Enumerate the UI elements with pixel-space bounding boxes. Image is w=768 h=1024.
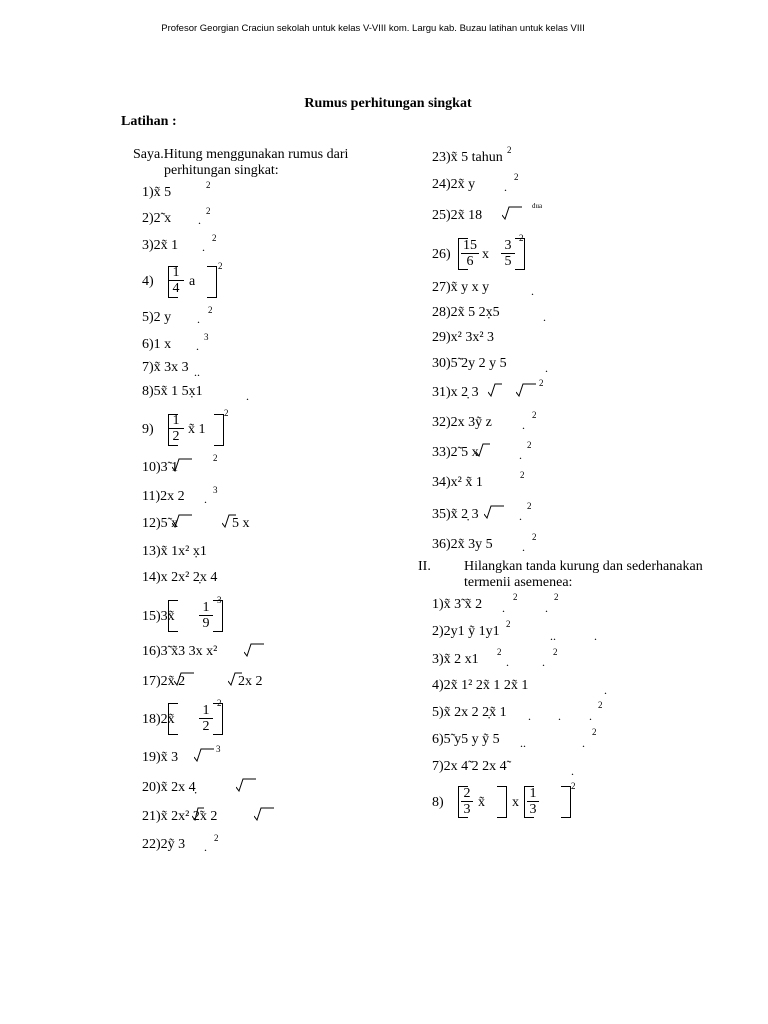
exponent: 2 <box>571 781 576 791</box>
exponent: 2 <box>224 408 229 418</box>
exercise-item: 29)x² 3x² 3 <box>432 330 495 345</box>
fraction-denominator: 3 <box>463 802 471 817</box>
fraction-numerator: 1 <box>527 786 539 802</box>
dot-mark: . <box>594 629 597 643</box>
exponent: 2 <box>208 305 213 315</box>
exponent: 2 <box>217 698 222 708</box>
section-2-heading <box>418 559 703 575</box>
exponent: 2 <box>527 440 532 450</box>
exercise-item: 6)1 x <box>142 337 172 352</box>
exercise-item: 27)x̃ y x y <box>432 280 490 295</box>
exercise-tail: 5 x <box>232 516 250 531</box>
fraction-denominator: 6 <box>466 254 474 269</box>
dot-mark: .. <box>194 365 200 379</box>
left-bracket <box>168 266 178 298</box>
exercise-item: 1)x̃ 5 <box>142 185 172 200</box>
fraction <box>461 786 473 817</box>
exercise-item: 1)x̃ 3̃ x̃ 2 <box>432 597 483 612</box>
sqrt-icon <box>244 643 264 657</box>
exercise-item: 36)2x̃ 3y 5 <box>432 537 493 552</box>
sqrt-icon <box>502 206 522 220</box>
dot-mark: . <box>528 709 531 723</box>
dot-mark: . <box>604 683 607 697</box>
exponent: 2 <box>539 378 544 388</box>
exercise-item: 3)x̃ 2 x1 <box>432 652 479 667</box>
exercise-item: 8)5x̃ 1 5x̣1 <box>142 384 203 399</box>
exponent: 2 <box>497 647 502 657</box>
sqrt-icon <box>516 383 536 397</box>
dot-mark: .. <box>520 736 526 750</box>
dot-mark: . <box>204 840 207 854</box>
right-bracket <box>561 786 571 818</box>
exercise-item: 14)x 2x² 2̣x 4 <box>142 570 218 585</box>
exercise-item: 17)2x̃ 2 <box>142 674 186 689</box>
exercise-item: 26) <box>432 247 451 262</box>
fraction-numerator: 1 <box>168 265 184 281</box>
exponent: 3 <box>213 485 218 495</box>
exercise-item: 15)3x̃ <box>142 609 175 624</box>
dot-mark: .. <box>550 629 556 643</box>
exercise-item: 2)2̃ x <box>142 211 172 226</box>
exercise-item: 12)5̃ x <box>142 516 179 531</box>
page-header: Profesor Georgian Craciun sekolah untuk kelas V-VIII kom. Largu kab. Buzau latihan untuk kelas VIII <box>161 23 585 34</box>
exercise-item: 13)x̃ 1x² x̣1 <box>142 544 207 559</box>
sqrt-icon <box>174 672 194 686</box>
exponent: 2 <box>206 180 211 190</box>
left-bracket <box>168 703 178 735</box>
note-label: dua <box>532 202 543 210</box>
fraction-numerator: 1 <box>199 703 213 719</box>
exercise-item: 7)x̃ 3x 3 <box>142 360 189 375</box>
dot-mark: . <box>589 709 592 723</box>
dot-mark: . <box>571 764 574 778</box>
exercise-item: 20)x̃ 2x 4̣ <box>142 780 196 795</box>
exercise-item: 5)x̃ 2x 2 2̣x̃ 1 <box>432 705 507 720</box>
fraction-denominator: 9 <box>202 616 210 631</box>
intro-line-2: perhitungan singkat: <box>164 163 279 178</box>
dot-mark: . <box>522 418 525 432</box>
exponent: 2 <box>532 532 537 542</box>
exercise-item: 4) <box>142 274 154 289</box>
exponent: 2 <box>213 453 218 463</box>
exponent: 2 <box>214 833 219 843</box>
exercise-item: 16)3̃ x̃3 3x x² <box>142 644 218 659</box>
exponent: 2 <box>507 145 512 155</box>
right-bracket <box>214 414 224 446</box>
exercise-item: 35)x̃ 2̣ 3 <box>432 507 479 522</box>
sqrt-icon <box>488 383 502 397</box>
left-bracket <box>168 414 178 446</box>
dot-mark: . <box>197 312 200 326</box>
fraction <box>501 238 515 269</box>
section-instruction: Hilangkan tanda kurung dan sederhanakan <box>464 559 703 574</box>
exercise-item: 21)x̃ 2x² 2̃x 2 <box>142 809 218 824</box>
fraction-numerator: 15 <box>463 238 477 253</box>
exercise-item: 18)2x̃ <box>142 712 175 727</box>
exercise-item: 6)5̃ y5 y ỹ 5 <box>432 732 500 747</box>
page-title: Rumus perhitungan singkat <box>304 96 472 111</box>
exercise-tail: 2x 2 <box>238 674 263 689</box>
dot-mark: . <box>531 284 534 298</box>
sqrt-icon <box>172 458 192 472</box>
dot-mark: . <box>543 310 546 324</box>
left-bracket <box>168 600 178 632</box>
section-number: II. <box>418 559 431 574</box>
operator: x <box>512 795 519 810</box>
exercise-item: 19)x̃ 3 <box>142 750 179 765</box>
fraction-denominator: 2 <box>202 719 210 734</box>
exercise-item: 9) <box>142 422 154 437</box>
exercise-item: 11)2x 2 <box>142 489 185 504</box>
fraction-denominator: 4 <box>172 281 180 296</box>
sqrt-icon <box>484 505 504 519</box>
fraction-numerator: 3 <box>501 238 515 254</box>
exercise-item: 28)2x̃ 5 2x̣5 <box>432 305 500 320</box>
exponent: 2 <box>532 410 537 420</box>
exponent: 2 <box>527 501 532 511</box>
sqrt-icon <box>194 748 214 762</box>
exercise-item: 23)x̃ 5 tahun <box>432 150 503 165</box>
exercise-item: 7)2x 4̃ 2 2x 4̃ <box>432 759 507 774</box>
exercise-item: 30)5̃ 2y 2 y 5 <box>432 356 507 371</box>
right-bracket <box>497 786 507 818</box>
exponent: 2 <box>598 700 603 710</box>
fraction <box>199 703 213 734</box>
dot-mark: . <box>519 448 522 462</box>
exponent: 3 <box>217 595 222 605</box>
fraction-numerator: 1 <box>199 600 213 616</box>
intro-line-1: Saya.Hitung menggunakan rumus dari <box>133 147 349 162</box>
dot-mark: . <box>582 736 585 750</box>
fraction-denominator: 3 <box>529 802 537 817</box>
dot-mark: . <box>504 180 507 194</box>
exercise-item: 33)2̃ 5 x <box>432 445 479 460</box>
dot-mark: . <box>204 492 207 506</box>
fraction <box>199 600 213 631</box>
dot-mark: . <box>558 709 561 723</box>
sqrt-icon <box>236 778 256 792</box>
exercise-item: 34)x² x̃ 1 <box>432 475 483 490</box>
dot-mark: . <box>246 389 249 403</box>
exercise-item: 24)2x̃ y <box>432 177 476 192</box>
exercise-item: 4)2x̃ 1² 2x̃ 1 2x̃ 1 <box>432 678 529 693</box>
exercise-item: 22)2ỹ 3 <box>142 837 186 852</box>
dot-mark: . <box>522 540 525 554</box>
exponent: 2 <box>506 619 511 629</box>
exercise-item: 10)3̃ 1 <box>142 460 179 475</box>
dot-mark: . <box>506 655 509 669</box>
dot-mark: . <box>502 601 505 615</box>
exponent: 2 <box>519 233 524 243</box>
exponent: 2 <box>520 470 525 480</box>
exercise-item: 2)2y1 ỹ 1y1 <box>432 624 500 639</box>
exercise-item: 3)2x̃ 1 <box>142 238 179 253</box>
intro-instructions <box>133 147 378 179</box>
fraction-tail: x̃ 1 <box>188 422 206 437</box>
dot-mark: . <box>519 509 522 523</box>
sqrt-icon <box>476 443 490 457</box>
exponent: 2 <box>514 172 519 182</box>
exponent: 3 <box>216 744 221 754</box>
fraction-denominator: 2 <box>172 429 180 444</box>
right-bracket <box>207 266 217 298</box>
exponent: 2 <box>592 727 597 737</box>
exponent: 2 <box>218 261 223 271</box>
exponent: 2 <box>212 233 217 243</box>
exponent: 2 <box>553 647 558 657</box>
exercise-item: 8) <box>432 795 444 810</box>
fraction <box>461 238 479 269</box>
sqrt-icon <box>192 807 204 821</box>
dot-mark: . <box>196 339 199 353</box>
fraction-numerator: 1 <box>168 413 184 429</box>
dot-mark: . <box>545 361 548 375</box>
operator: x <box>482 247 489 262</box>
exponent: 2 <box>206 206 211 216</box>
exercise-item: 32)2x 3ỹ z <box>432 415 492 430</box>
sqrt-icon <box>172 514 192 528</box>
fraction-numerator: 2 <box>461 786 473 802</box>
section-instruction-line-2: termenii asemenea: <box>464 575 573 590</box>
dot-mark: . <box>198 213 201 227</box>
dot-mark: . <box>542 655 545 669</box>
exponent: 2 <box>554 592 559 602</box>
dot-mark: . <box>545 601 548 615</box>
fraction-denominator: 5 <box>504 254 512 269</box>
dot-mark: . <box>202 240 205 254</box>
exercise-item: 5)2 y <box>142 310 172 325</box>
exponent: 3 <box>204 332 209 342</box>
exponent: 2 <box>513 592 518 602</box>
fraction-tail: a <box>189 274 196 289</box>
sqrt-icon <box>254 807 274 821</box>
exercise-item: 25)2x̃ 18 <box>432 208 483 223</box>
exercise-label: Latihan : <box>121 114 177 129</box>
fraction <box>527 786 539 817</box>
exercise-item: 31)x 2̣ 3 <box>432 385 479 400</box>
fraction-tail: x̃ <box>478 795 485 810</box>
